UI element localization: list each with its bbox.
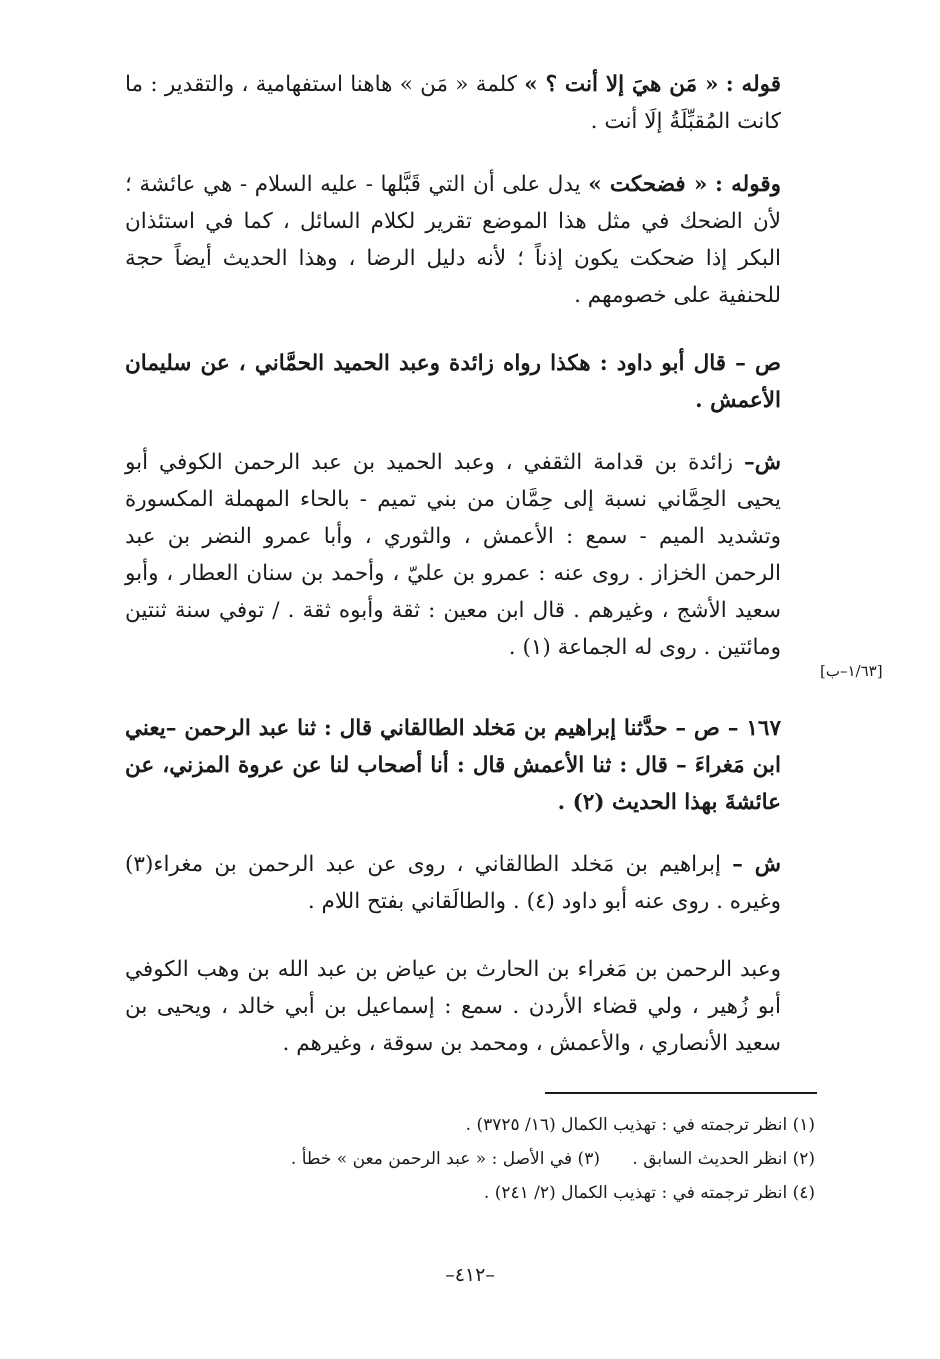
matn-text: ١٦٧ – ص – حدَّثنا إبراهيم بن مَخلد الطالقاني قال : ثنا عبد الرحمن –يعني ابن مَغراءَ – قال : ثنا الأعمش قال : أنا أصحاب لنا عن عروة المزني، عن عائشةَ بهذا الحديث (٢) . bbox=[125, 716, 781, 815]
paragraph-qawluhu bbox=[125, 66, 815, 140]
paragraph-sharh-ibrahim bbox=[125, 846, 815, 920]
page-number: –٤١٢– bbox=[445, 1264, 495, 1286]
paragraph-body: كلمة « مَن » هاهنا استفهامية ، والتقدير : ما كانت المُقبِّلَةُ إلَا أنت . bbox=[125, 72, 781, 134]
manuscript-folio-marker: [١/٦٣–ب] bbox=[820, 662, 883, 680]
paragraph-abd-al-rahman bbox=[125, 951, 815, 1062]
footnote: (٤) انظر ترجمته في : تهذيب الكمال (٢/ ٢٤١) . bbox=[483, 1183, 815, 1203]
paragraph-fadahikat bbox=[125, 166, 815, 314]
paragraph-sharh-zaida bbox=[125, 444, 815, 666]
paragraph-label: وقوله : bbox=[714, 172, 781, 197]
footnote-divider bbox=[545, 1092, 817, 1094]
paragraph-label: قوله : bbox=[725, 72, 782, 97]
paragraph-abu-dawud-note bbox=[125, 345, 815, 419]
paragraph-body: وعبد الرحمن بن مَغراء بن الحارث بن عياض بن عبد الله بن وهب الكوفي أبو زُهير ، ولي قضاء الأردن . سمع : إسماعيل بن أبي خالد ، ويحيى بن سعيد الأنصاري ، والأعمش ، ومحمد بن سوقة ، وغيرهم . bbox=[125, 957, 781, 1056]
paragraph-hadith-167 bbox=[125, 710, 815, 821]
quoted-hadith-phrase: « فضحكت » bbox=[588, 172, 708, 197]
footnote: (١) انظر ترجمته في : تهذيب الكمال (١٦/ ٣٧٢٥) . bbox=[465, 1115, 815, 1135]
paragraph-body: يدل على أن التي قَبَّلها - عليه السلام - هي عائشة ؛ لأن الضحك في مثل هذا الموضع تقرير لكلام السائل ، كما في استئذان البكر إذا ضحكت يكون إذناً ؛ لأنه دليل الرضا ، وهذا الحديث أيضاً حجة للحنفية على خصومهم . bbox=[125, 172, 781, 308]
matn-text: ص – قال أبو داود : هكذا رواه زائدة وعبد الحميد الحمَّاني ، عن سليمان الأعمش . bbox=[125, 351, 781, 413]
paragraph-label: ش– bbox=[744, 450, 781, 475]
paragraph-body: زائدة بن قدامة الثقفي ، وعبد الحميد بن عبد الرحمن الكوفي أبو يحيى الحِمَّاني نسبة إلى حِمَّان من بني تميم - بالحاء المهملة المكسورة وتشديد الميم - سمع : الأعمش ، والثوري ، وأبا عمرو النضر بن عبد الرحمن الخزاز . روى عنه : عمرو بن عليّ ، وأحمد بن سنان العطار ، وأبو سعيد الأشج ، وغيرهم . قال ابن معين : ثقة وأبوه ثقة . / توفي سنة ثنتين ومائتين . روى له الجماعة (١) . bbox=[125, 450, 781, 660]
paragraph-body: إبراهيم بن مَخلد الطالقاني ، روى عن عبد الرحمن بن مغراء(٣) وغيره . روى عنه أبو داود (٤) . والطالَقاني بفتح اللام . bbox=[125, 852, 781, 914]
footnotes bbox=[125, 1108, 815, 1210]
footnote: (٢) انظر الحديث السابق . (٣) في الأصل : « عبد الرحمن معن » خطأ . bbox=[290, 1149, 815, 1169]
paragraph-label: ش – bbox=[732, 852, 781, 877]
quoted-hadith-phrase: « مَن هيَ إلا أنت ؟ » bbox=[524, 72, 719, 97]
